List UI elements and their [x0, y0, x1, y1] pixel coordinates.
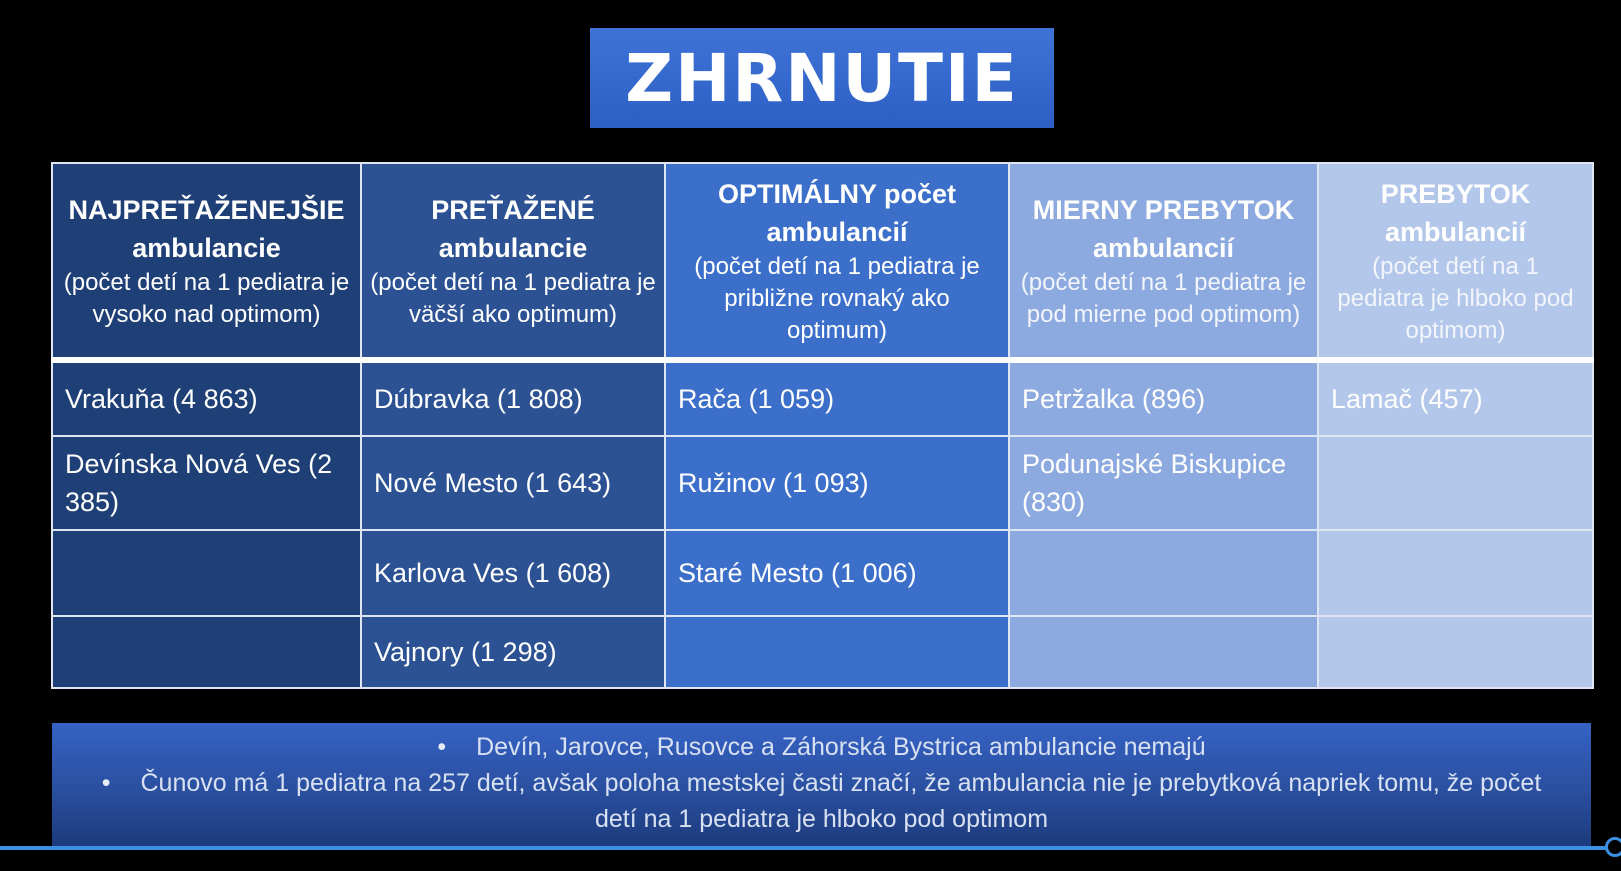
- page-title: ZHRNUTIE: [625, 39, 1019, 117]
- column-header-title: OPTIMÁLNY počet ambulancií: [717, 178, 957, 247]
- column-header-mild-surplus: [1009, 163, 1318, 360]
- progress-handle-icon[interactable]: [1605, 837, 1621, 857]
- table-cell: Karlova Ves (1 608): [361, 530, 665, 616]
- column-header-subtitle: (počet detí na 1 pediatra je väčší ako optimum): [370, 268, 656, 328]
- column-header-subtitle: (počet detí na 1 pediatra je vysoko nad optimom): [63, 268, 350, 328]
- note-item: [82, 765, 1561, 837]
- table-cell: [1009, 530, 1318, 616]
- table-cell: Podunajské Biskupice (830): [1009, 436, 1318, 530]
- table-cell: [1318, 436, 1593, 530]
- column-header-subtitle: (počet detí na 1 pediatra je hlboko pod optimom): [1337, 252, 1574, 344]
- column-header-title: NAJPREŤAŽENEJŠIE ambulancie: [68, 194, 345, 263]
- table-row: [52, 530, 1593, 616]
- column-header-title: MIERNY PREBYTOK ambulancií: [1032, 194, 1295, 263]
- table-cell: Devínska Nová Ves (2 385): [52, 436, 361, 530]
- table-cell: Dúbravka (1 808): [361, 360, 665, 436]
- table-row: [52, 436, 1593, 530]
- table-cell: [1009, 616, 1318, 688]
- table-header-row: [52, 163, 1593, 360]
- table-row: [52, 360, 1593, 436]
- summary-table: [51, 162, 1594, 689]
- table-cell: [1318, 530, 1593, 616]
- title-banner: [590, 28, 1054, 128]
- table-cell: Lamač (457): [1318, 360, 1593, 436]
- table-cell: Petržalka (896): [1009, 360, 1318, 436]
- table-row: [52, 616, 1593, 688]
- table-cell: Staré Mesto (1 006): [665, 530, 1009, 616]
- note-text: Devín, Jarovce, Rusovce a Záhorská Bystrica ambulancie nemajú: [476, 733, 1206, 761]
- column-header-overloaded: [361, 163, 665, 360]
- video-progress-bar[interactable]: [0, 846, 1608, 850]
- notes-panel: [52, 723, 1591, 847]
- column-header-subtitle: (počet detí na 1 pediatra je pod mierne pod optimom): [1020, 268, 1307, 328]
- column-header-subtitle: (počet detí na 1 pediatra je približne rovnaký ako optimum): [694, 252, 980, 344]
- column-header-title: PREŤAŽENÉ ambulancie: [431, 194, 595, 263]
- table-cell: Rača (1 059): [665, 360, 1009, 436]
- table-cell: Vajnory (1 298): [361, 616, 665, 688]
- bullet-icon: •: [101, 769, 111, 797]
- table-cell: Vrakuňa (4 863): [52, 360, 361, 436]
- table-cell: [665, 616, 1009, 688]
- table-cell: [52, 616, 361, 688]
- column-header-optimal: [665, 163, 1009, 360]
- table-cell: Ružinov (1 093): [665, 436, 1009, 530]
- table-cell: Nové Mesto (1 643): [361, 436, 665, 530]
- bullet-icon: •: [437, 733, 447, 761]
- notes-list: [52, 723, 1591, 837]
- note-text: Čunovo má 1 pediatra na 257 detí, avšak poloha mestskej časti značí, že ambulancia nie je prebytková napriek tomu, že počet detí na 1 pediatra je hlboko pod optimom: [140, 769, 1542, 833]
- table-cell: [1318, 616, 1593, 688]
- column-header-surplus: [1318, 163, 1593, 360]
- column-header-title: PREBYTOK ambulancií: [1380, 178, 1531, 247]
- note-item: [82, 729, 1561, 765]
- column-header-most-overloaded: [52, 163, 361, 360]
- table-cell: [52, 530, 361, 616]
